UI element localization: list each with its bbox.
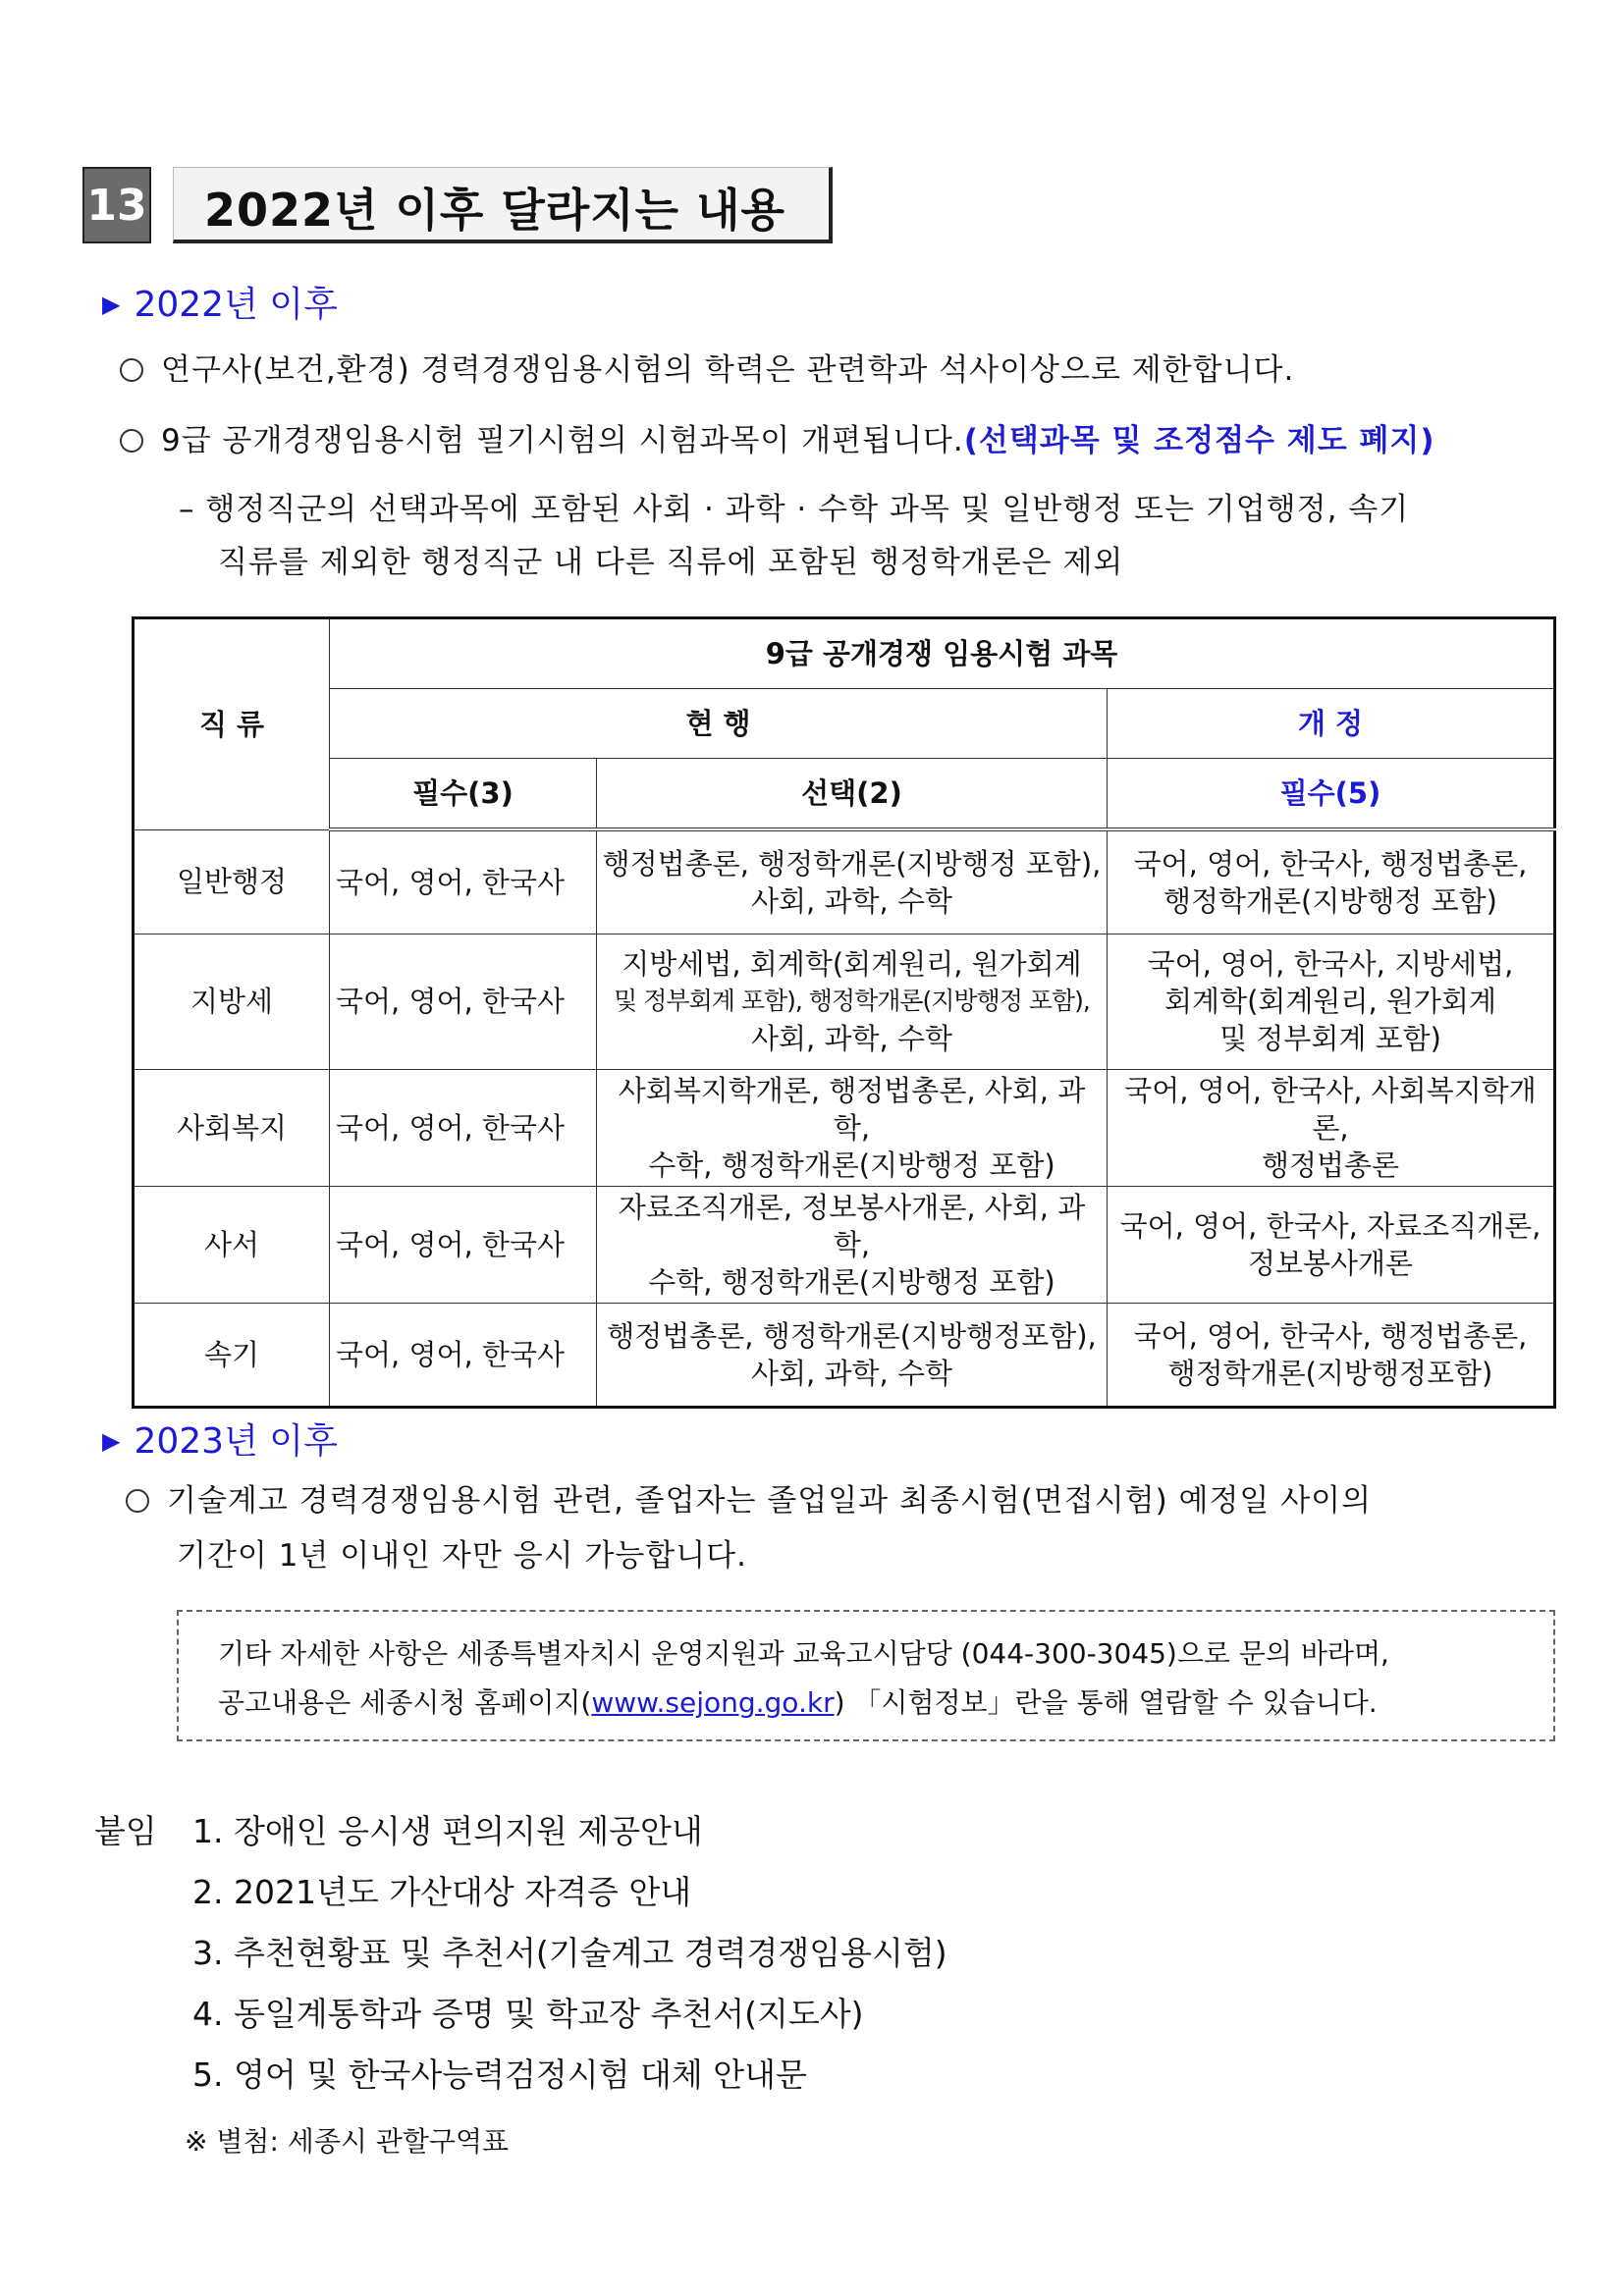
elective-cell: 사회복지학개론, 행정법총론, 사회, 과학, 수학, 행정학개론(지방행정 포함) xyxy=(597,1069,1108,1186)
item-2023-1 xyxy=(126,1476,1372,1525)
item-2022-1 xyxy=(120,346,1294,395)
heading-2022 xyxy=(102,277,338,327)
elective-cell: 행정법총론, 행정학개론(지방행정포함), 사회, 과학, 수학 xyxy=(597,1303,1108,1407)
header-elective-2: 선택(2) xyxy=(597,759,1108,830)
required-cell: 국어, 영어, 한국사 xyxy=(330,1303,597,1407)
section-title: 2022년 이후 달라지는 내용 xyxy=(204,184,785,237)
item-2022-2-text: 9급 공개경쟁임용시험 필기시험의 시험과목이 개편됩니다. xyxy=(161,423,964,458)
job-cell: 사회복지 xyxy=(134,1069,330,1186)
header-required-3: 필수(3) xyxy=(330,759,597,830)
table-row xyxy=(134,1186,1555,1303)
header-exam-subjects: 9급 공개경쟁 임용시험 과목 xyxy=(330,618,1555,689)
elective-cell: 행정법총론, 행정학개론(지방행정 포함), 사회, 과학, 수학 xyxy=(597,829,1108,934)
table-row xyxy=(134,934,1555,1069)
exam-subject-table xyxy=(132,616,1556,1409)
heading-2023 xyxy=(102,1414,338,1464)
attachment-item: 2. 2021년도 가산대상 자격증 안내 xyxy=(192,1873,692,1911)
item-2023-1-text: 기술계고 경력경쟁임용시험 관련, 졸업자는 졸업일과 최종시험(면접시험) 예정일 사이의 xyxy=(167,1483,1373,1519)
revised-cell: 국어, 영어, 한국사, 지방세법, 회계학(회계원리, 원가회계 및 정부회계 포함) xyxy=(1108,934,1555,1069)
notice-line-2: 공고내용은 세종시청 홈페이지(www.sejong.go.kr) 「시험정보」란을 통해 열람할 수 있습니다. xyxy=(218,1686,1378,1719)
triangle-bullet-icon: ▶ xyxy=(102,1427,121,1455)
job-cell: 속기 xyxy=(134,1303,330,1407)
revised-cell: 국어, 영어, 한국사, 자료조직개론, 정보봉사개론 xyxy=(1108,1186,1555,1303)
circle-bullet-icon xyxy=(120,429,143,453)
item-2023-2: 기간이 1년 이내인 자만 응시 가능합니다. xyxy=(177,1538,747,1574)
attachment-item: 4. 동일계통학과 증명 및 학교장 추천서(지도사) xyxy=(192,1995,864,2033)
attachment-item: 5. 영어 및 한국사능력검정시험 대체 안내문 xyxy=(192,2056,807,2094)
notice-line-1: 기타 자세한 사항은 세종특별자치시 운영지원과 교육고시담당 (044-300-3045)으로 문의 바라며, xyxy=(218,1637,1389,1670)
revised-cell: 국어, 영어, 한국사, 사회복지학개론, 행정법총론 xyxy=(1108,1069,1555,1186)
header-revised: 개 정 xyxy=(1108,689,1555,759)
item-2022-2-highlight: (선택과목 및 조정점수 제도 폐지) xyxy=(963,423,1435,458)
header-current: 현 행 xyxy=(330,689,1108,759)
job-cell: 지방세 xyxy=(134,934,330,1069)
attachment-note: ※ 별첨: 세종시 관할구역표 xyxy=(185,2125,510,2158)
homepage-link[interactable]: www.sejong.go.kr xyxy=(591,1686,835,1719)
revised-cell: 국어, 영어, 한국사, 행정법총론, 행정학개론(지방행정포함) xyxy=(1108,1303,1555,1407)
required-cell: 국어, 영어, 한국사 xyxy=(330,1186,597,1303)
job-cell: 일반행정 xyxy=(134,829,330,934)
circle-bullet-icon xyxy=(126,1489,149,1513)
header-required-5: 필수(5) xyxy=(1108,759,1555,830)
col-header-job: 직 류 xyxy=(134,618,330,830)
item-2022-dash-2: 직류를 제외한 행정직군 내 다른 직류에 포함된 행정학개론은 제외 xyxy=(218,545,1124,580)
heading-2022-text: 2022년 이후 xyxy=(134,285,338,325)
heading-2023-text: 2023년 이후 xyxy=(134,1421,338,1462)
elective-cell: 자료조직개론, 정보봉사개론, 사회, 과학, 수학, 행정학개론(지방행정 포함) xyxy=(597,1186,1108,1303)
job-cell: 사서 xyxy=(134,1186,330,1303)
table-row xyxy=(134,1069,1555,1186)
attachment-item: 3. 추천현황표 및 추천서(기술계고 경력경쟁임용시험) xyxy=(192,1934,947,1972)
elective-cell: 지방세법, 회계학(회계원리, 원가회계 및 정부회계 포함), 행정학개론(지방행정 포함), 사회, 과학, 수학 xyxy=(597,934,1108,1069)
circle-bullet-icon xyxy=(120,358,143,382)
section-number: 13 xyxy=(82,167,151,243)
table-row xyxy=(134,1303,1555,1407)
required-cell: 국어, 영어, 한국사 xyxy=(330,934,597,1069)
attachments-label: 붙임 xyxy=(94,1812,157,1850)
contact-notice-box xyxy=(177,1610,1555,1741)
triangle-bullet-icon: ▶ xyxy=(102,291,121,318)
table-row xyxy=(134,829,1555,934)
attachment-item: 1. 장애인 응시생 편의지원 제공안내 xyxy=(192,1812,703,1850)
revised-cell: 국어, 영어, 한국사, 행정법총론, 행정학개론(지방행정 포함) xyxy=(1108,829,1555,934)
required-cell: 국어, 영어, 한국사 xyxy=(330,1069,597,1186)
required-cell: 국어, 영어, 한국사 xyxy=(330,829,597,934)
item-2022-1-text: 연구사(보건,환경) 경력경쟁임용시험의 학력은 관련학과 석사이상으로 제한합니다. xyxy=(161,352,1295,388)
item-2022-2 xyxy=(120,416,1435,465)
item-2022-dash-1: – 행정직군의 선택과목에 포함된 사회 · 과학 · 수학 과목 및 일반행정 또는 기업행정, 속기 xyxy=(179,492,1410,527)
